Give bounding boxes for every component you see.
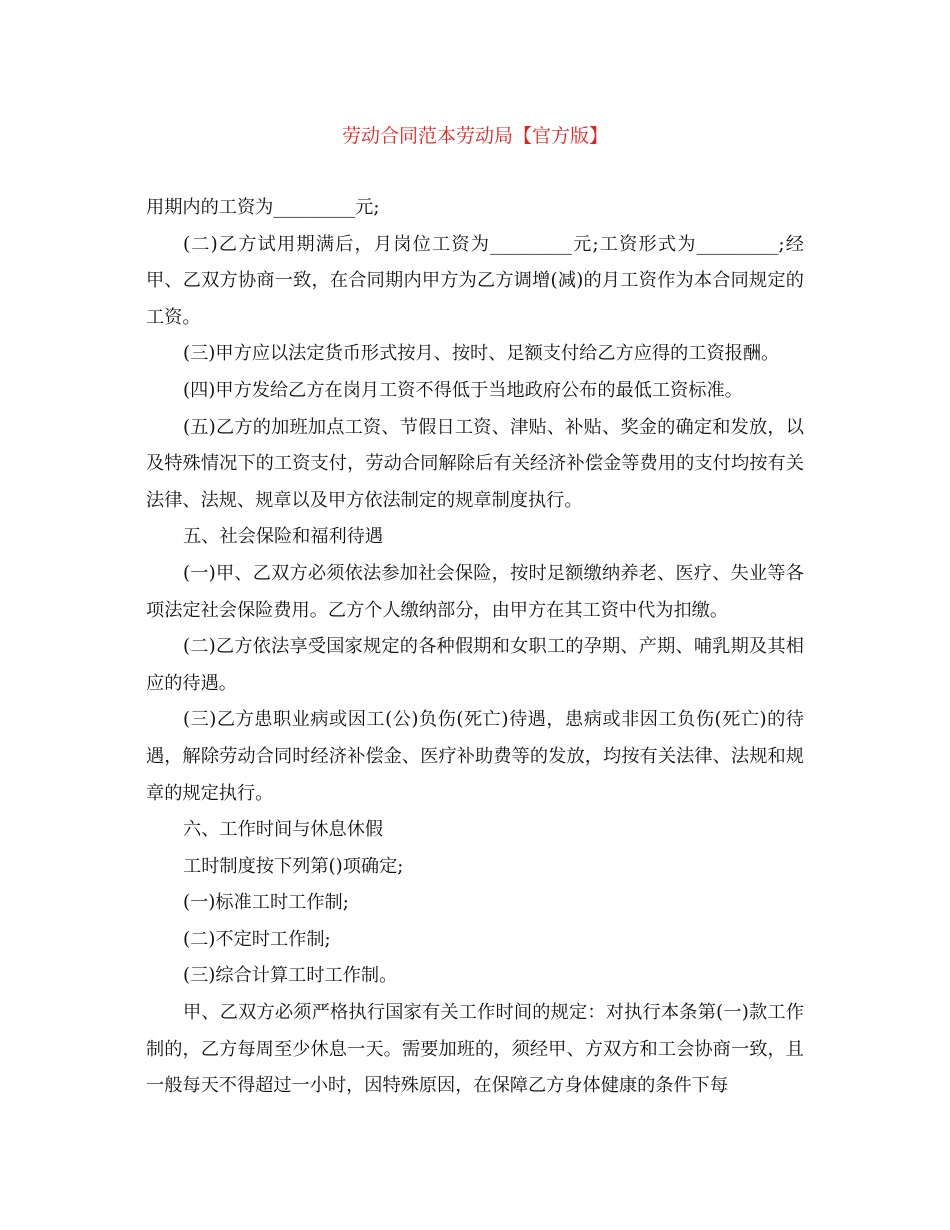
paragraph: (四)甲方发给乙方在岗月工资不得低于当地政府公布的最低工资标准。: [183, 379, 743, 401]
paragraph: 用期内的工资为_________元;: [146, 197, 380, 218]
paragraph: (一)标准工时工作制;: [183, 892, 349, 914]
paragraph: (二)乙方试用期满后，月岗位工资为_________元;工资形式为_________;经甲、乙双方协商一致，在合同期内甲方为乙方调增(减)的月工资作为本合同规定的工资。: [146, 233, 804, 328]
paragraph: (二)乙方依法享受国家规定的各种假期和女职工的孕期、产期、哺乳期及其相应的待遇。: [146, 636, 804, 694]
paragraph: (一)甲、乙双方必须依法参加社会保险，按时足额缴纳养老、医疗、失业等各项法定社会保险费用。乙方个人缴纳部分，由甲方在其工资中代为扣缴。: [146, 562, 804, 621]
paragraph: (三)甲方应以法定货币形式按月、按时、足额支付给乙方应得的工资报酬。: [183, 343, 780, 365]
paragraph: 工时制度按下列第()项确定;: [183, 855, 404, 877]
document-body: [146, 190, 804, 1105]
paragraph: 五、社会保险和福利待遇: [183, 526, 384, 548]
paragraph: (五)乙方的加班加点工资、节假日工资、津贴、补贴、奖金的确定和发放，以及特殊情况下的工资支付，劳动合同解除后有关经济补偿金等费用的支付均按有关法律、法规、规章以及甲方依法制定的规章制度执行。: [146, 416, 804, 511]
document-title: 劳动合同范本劳动局【官方版】: [341, 125, 608, 147]
paragraph: 六、工作时间与休息休假: [183, 819, 384, 841]
paragraph: 甲、乙双方必须严格执行国家有关工作时间的规定：对执行本条第(一)款工作制的，乙方每周至少休息一天。需要加班的，须经甲、方双方和工会协商一致，且一般每天不得超过一小时，因特殊原因，在保障乙方身体健康的条件下每: [146, 1002, 804, 1097]
paragraph: (三)综合计算工时工作制。: [183, 965, 398, 987]
paragraph: (三)乙方患职业病或因工(公)负伤(死亡)待遇，患病或非因工负伤(死亡)的待遇，解除劳动合同时经济补偿金、医疗补助费等的发放，均按有关法律、法规和规章的规定执行。: [146, 709, 804, 804]
paragraph: (二)不定时工作制;: [183, 928, 331, 950]
